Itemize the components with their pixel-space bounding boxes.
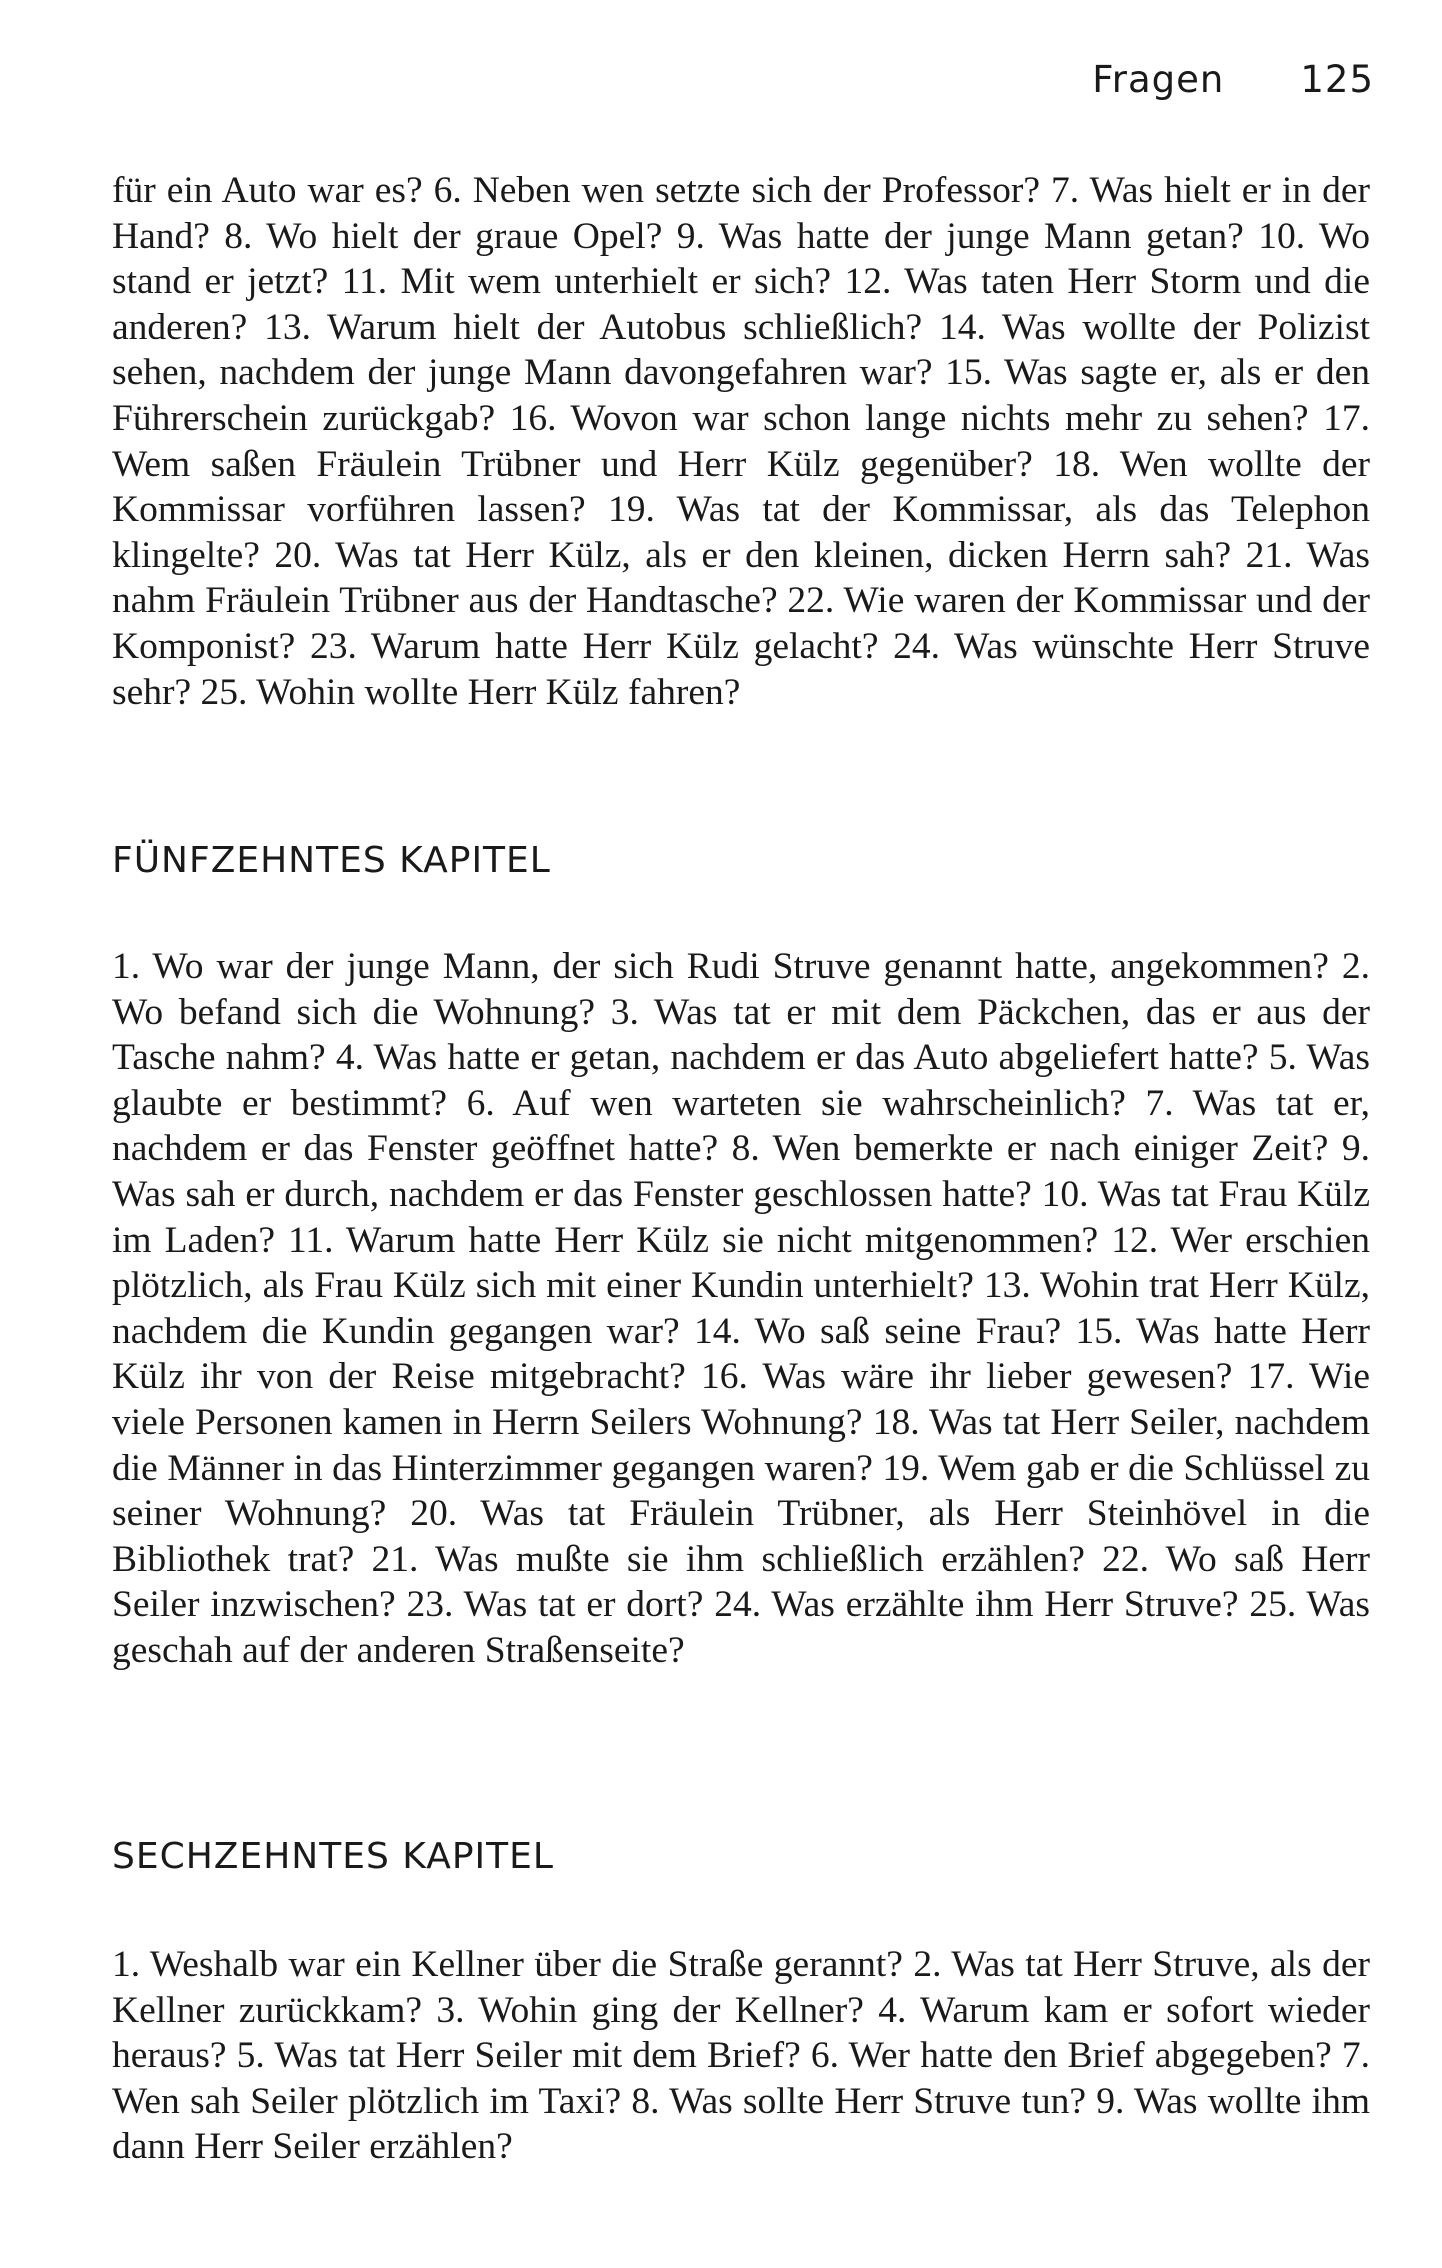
chapter-heading-sixteen: SECHZEHNTES KAPITEL: [112, 1836, 554, 1877]
running-title: Fragen: [1092, 58, 1225, 101]
questions-paragraph-continued: für ein Auto war es? 6. Neben wen setzte sich der Professor? 7. Was hielt er in der Hand? 8. Wo hielt der graue Opel? 9. Was hatte der junge Mann getan? 10. Wo stand er jetzt? 11. Mit wem unterhielt er sich? 12. Was taten Herr Storm und die anderen? 13. Warum hielt der Autobus schließlich? 14. Was wollte der Polizist sehen, nachdem der junge Mann davongefahren war? 15. Was sagte er, als er den Führerschein zurückgab? 16. Wovon war schon lange nichts mehr zu sehen? 17. Wem saßen Fräulein Trübner und Herr Külz gegenüber? 18. Wen wollte der Kommissar vorführen lassen? 19. Was tat der Kommissar, als das Telephon klingelte? 20. Was tat Herr Külz, als er den kleinen, dicken Herrn sah? 21. Was nahm Fräulein Trübner aus der Handtasche? 22. Wie waren der Kommissar und der Komponist? 23. Warum hatte Herr Külz gelacht? 24. Was wünschte Herr Struve sehr? 25. Wohin wollte Herr Külz fahren?: [112, 170, 1370, 713]
page-number: 125: [1300, 58, 1374, 101]
chapter-heading-fifteen: FÜNFZEHNTES KAPITEL: [112, 840, 551, 881]
running-head: [1092, 58, 1374, 101]
questions-paragraph-chapter-sixteen: 1. Weshalb war ein Kellner über die Straße gerannt? 2. Was tat Herr Struve, als der Kellner zurückkam? 3. Wohin ging der Kellner? 4. Warum kam er sofort wieder heraus? 5. Was tat Herr Seiler mit dem Brief? 6. Wer hatte den Brief abgegeben? 7. Wen sah Seiler plötzlich im Taxi? 8. Was sollte Herr Struve tun? 9. Was wollte ihm dann Herr Seiler erzählen?: [112, 1944, 1370, 2168]
questions-paragraph-chapter-fifteen: 1. Wo war der junge Mann, der sich Rudi Struve genannt hatte, angekommen? 2. Wo befand sich die Wohnung? 3. Was tat er mit dem Päckchen, das er aus der Tasche nahm? 4. Was hatte er getan, nachdem er das Auto abgeliefert hatte? 5. Was glaubte er bestimmt? 6. Auf wen warteten sie wahrscheinlich? 7. Was tat er, nachdem er das Fenster geöffnet hatte? 8. Wen bemerkte er nach einiger Zeit? 9. Was sah er durch, nachdem er das Fenster geschlossen hatte? 10. Was tat Frau Külz im Laden? 11. Warum hatte Herr Külz sie nicht mitgenommen? 12. Wer erschien plötzlich, als Frau Külz sich mit einer Kundin unterhielt? 13. Wohin trat Herr Külz, nachdem die Kundin gegangen war? 14. Wo saß seine Frau? 15. Was hatte Herr Külz ihr von der Reise mitgebracht? 16. Was wäre ihr lieber gewesen? 17. Wie viele Personen kamen in Herrn Seilers Wohnung? 18. Was tat Herr Seiler, nachdem die Männer in das Hinterzimmer gegangen waren? 19. Wem gab er die Schlüssel zu seiner Wohnung? 20. Was tat Fräulein Trübner, als Herr Steinhövel in die Bibliothek trat? 21. Was mußte sie ihm schließlich erzählen? 22. Wo saß Herr Seiler inzwischen? 23. Was tat er dort? 24. Was erzählte ihm Herr Struve? 25. Was geschah auf der anderen Straßenseite?: [112, 946, 1370, 1671]
